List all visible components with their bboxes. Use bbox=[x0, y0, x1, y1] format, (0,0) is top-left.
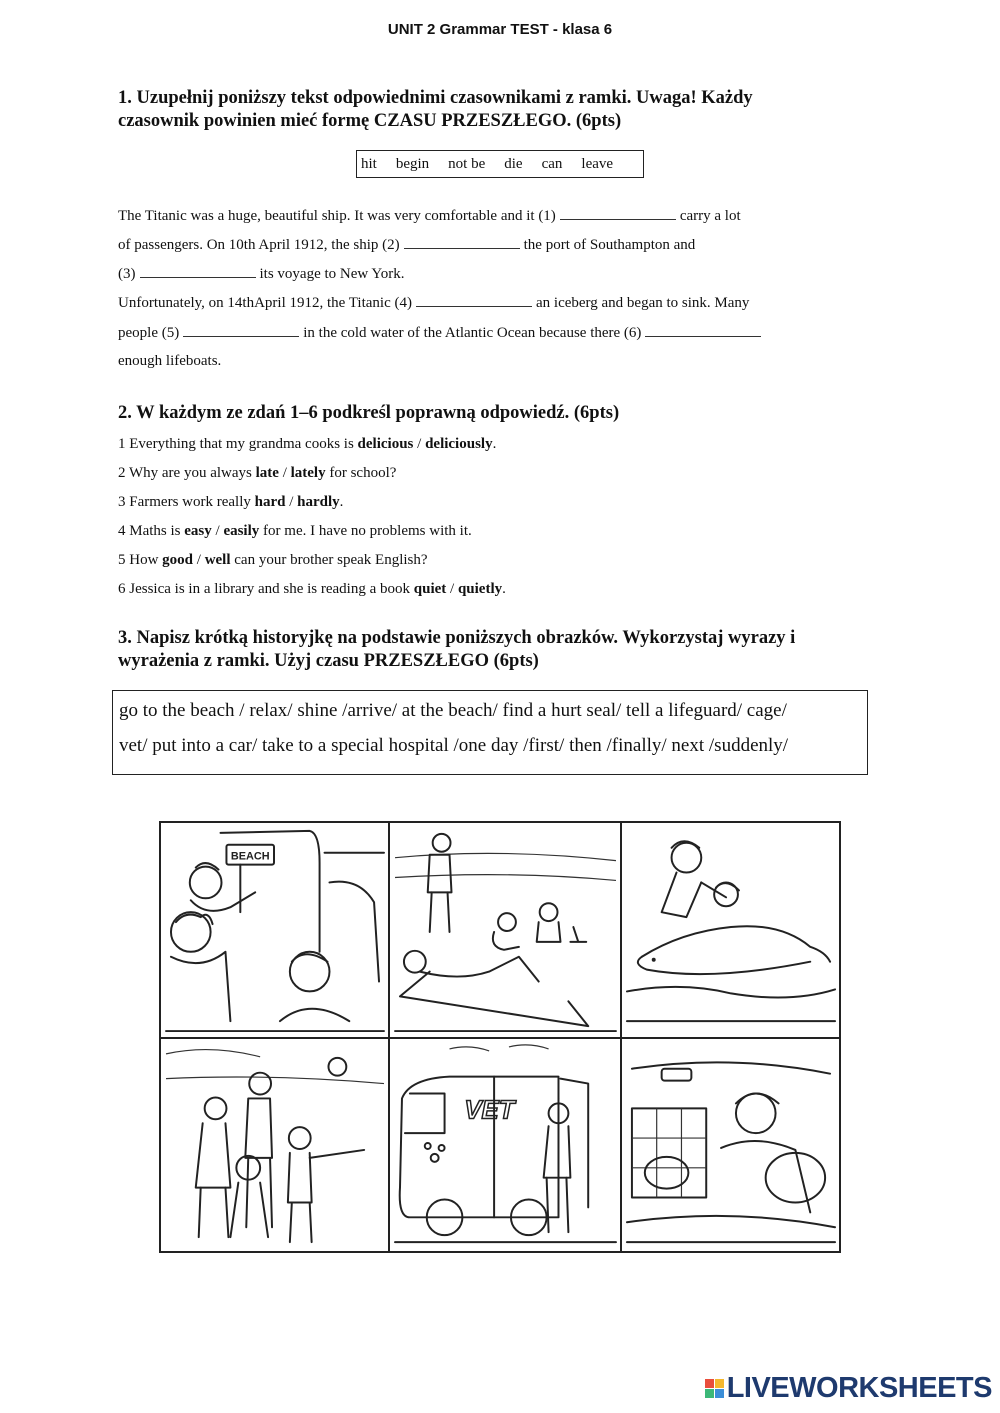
option-b[interactable]: lately bbox=[290, 465, 326, 481]
van-vet-label: VET bbox=[464, 1096, 515, 1125]
logo-squares bbox=[705, 1379, 724, 1398]
phrase-line: go to the beach / relax/ shine /arrive/ at the beach/ find a hurt seal/ tell a lifeguard/ cage/ bbox=[119, 700, 787, 721]
answer-blank-5[interactable] bbox=[183, 324, 299, 337]
phrase-box bbox=[112, 690, 868, 775]
picture-relax-beach bbox=[389, 822, 621, 1038]
option-a[interactable]: easy bbox=[184, 523, 212, 539]
answer-blank-3[interactable] bbox=[140, 265, 256, 278]
task3-heading: 3. Napisz krótką historyjkę na podstawie poniższych obrazków. Wykorzystaj wyrazy i wyrażenia z ramki. Użyj czasu PRZESZŁEGO (6pts) bbox=[118, 628, 796, 671]
task1-heading: 1. Uzupełnij poniższy tekst odpowiednimi czasownikami z ramki. Uwaga! Każdy czasownik powinien mieć formę CZASU PRZESZŁEGO. (6pts) bbox=[118, 88, 753, 131]
titanic-text-line: Unfortunately, on 14thApril 1912, the Titanic (4) an iceberg and began to sink. Many bbox=[118, 295, 750, 311]
logo-text: LIVEWORKSHEETS bbox=[726, 1372, 992, 1404]
word-item: begin bbox=[395, 155, 430, 172]
word-item: not be bbox=[448, 155, 486, 172]
liveworksheets-logo bbox=[705, 1372, 992, 1405]
titanic-text-line: people (5) in the cold water of the Atlantic Ocean because there (6) bbox=[118, 324, 765, 342]
option-b[interactable]: hardly bbox=[297, 494, 340, 510]
sentence-5: 5 How good / well can your brother speak English? bbox=[118, 552, 428, 568]
option-a[interactable]: good bbox=[162, 552, 194, 568]
picture-arrive-beach bbox=[160, 822, 389, 1038]
answer-blank-2[interactable] bbox=[404, 236, 520, 249]
titanic-text-line: enough lifeboats. bbox=[118, 353, 222, 369]
option-a[interactable]: delicious bbox=[357, 436, 414, 452]
option-b[interactable]: quietly bbox=[457, 581, 503, 597]
word-item: die bbox=[504, 155, 523, 172]
option-b[interactable]: easily bbox=[223, 523, 260, 539]
picture-drive-hospital bbox=[621, 1038, 840, 1252]
sentence-3: 3 Farmers work really hard / hardly. bbox=[118, 494, 344, 510]
option-a[interactable]: hard bbox=[254, 494, 286, 510]
titanic-text-line: The Titanic was a huge, beautiful ship. It was very comfortable and it (1) carry a lot bbox=[118, 208, 741, 224]
word-item: can bbox=[541, 155, 563, 172]
titanic-text-line: of passengers. On 10th April 1912, the ship (2) the port of Southampton and bbox=[118, 237, 696, 253]
option-a[interactable]: quiet bbox=[413, 581, 447, 597]
picture-tell-lifeguard bbox=[160, 1038, 389, 1252]
answer-blank-4[interactable] bbox=[416, 294, 532, 307]
phrase-line: vet/ put into a car/ take to a special hospital /one day /first/ then /finally/ next /suddenly/ bbox=[119, 735, 789, 756]
sentence-6: 6 Jessica is in a library and she is reading a book quiet / quietly. bbox=[118, 581, 506, 597]
beach-sign-label: BEACH bbox=[230, 850, 270, 863]
sentence-2: 2 Why are you always late / lately for school? bbox=[118, 465, 397, 481]
task2-heading: 2. W każdym ze zdań 1–6 podkreśl poprawną odpowiedź. (6pts) bbox=[118, 403, 620, 423]
option-b[interactable]: deliciously bbox=[425, 436, 493, 452]
sentence-1: 1 Everything that my grandma cooks is delicious / deliciously. bbox=[118, 436, 497, 452]
option-b[interactable]: well bbox=[204, 552, 231, 568]
answer-blank-6[interactable] bbox=[645, 324, 761, 337]
titanic-text-line: (3) its voyage to New York. bbox=[118, 266, 405, 282]
page-title: UNIT 2 Grammar TEST - klasa 6 bbox=[387, 21, 613, 38]
word-box bbox=[356, 150, 644, 178]
picture-vet-van bbox=[389, 1038, 621, 1252]
word-item: hit bbox=[361, 155, 377, 172]
sentence-4: 4 Maths is easy / easily for me. I have no problems with it. bbox=[118, 523, 472, 539]
picture-find-seal bbox=[621, 822, 840, 1038]
word-item: leave bbox=[581, 155, 614, 172]
answer-blank-1[interactable] bbox=[560, 207, 676, 220]
option-a[interactable]: late bbox=[255, 465, 279, 481]
picture-grid bbox=[159, 821, 841, 1253]
